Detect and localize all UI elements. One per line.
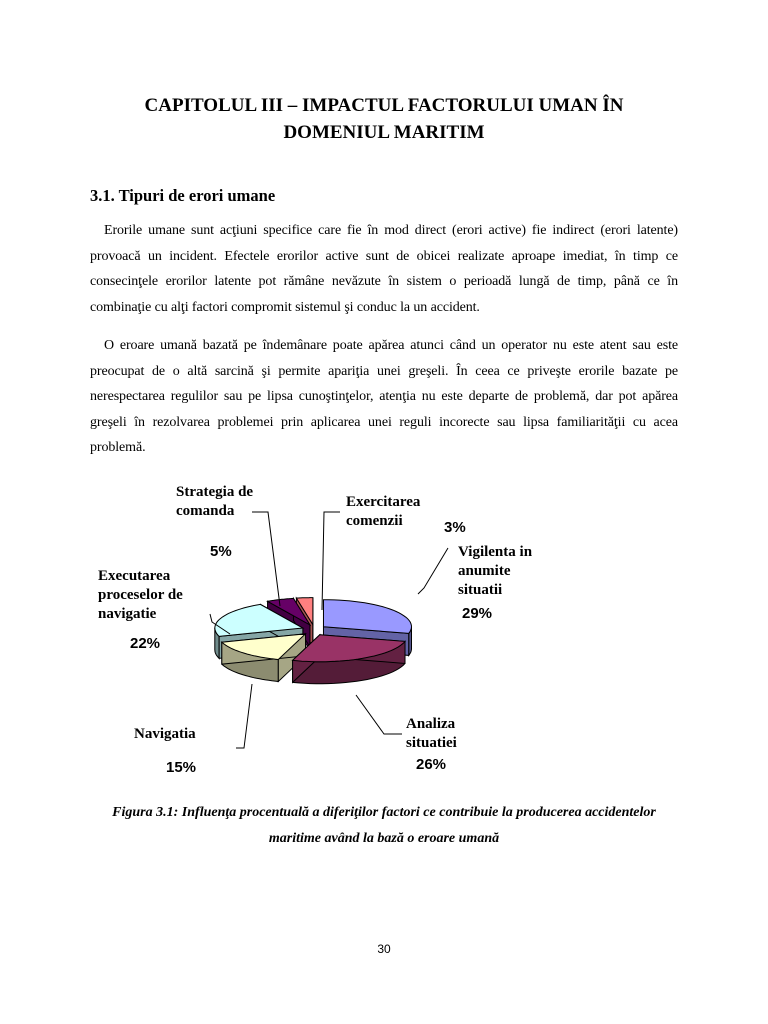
slice-percent-label: 22% [130, 635, 161, 652]
slice-percent-label: 15% [166, 759, 197, 776]
leader-line [356, 695, 402, 734]
slice-percent-label: 5% [210, 543, 232, 560]
paragraph-eroare-indemanare: O eroare umană bazată pe îndemânare poate apărea atunci când un operator nu este atent sau este preocupat de o altă sarcină şi permite apariţia unei greşeli. În ceea ce priveşte erorile bazate pe nerespectarea regulilor sau pe lipsa cunoştinţelor, atenţia nu este departe de problemă, dar pot apărea greşeli în rezolvarea problemei prin aplicarea unei reguli incorecte sau lipsa familiarităţii cu acea problemă. [90, 338, 678, 455]
slice-percent-label: 3% [444, 519, 466, 536]
figure-caption-line1: Figura 3.1: Influenţa procentuală a diferiţilor factori ce contribuie la producerea accidentelor [112, 805, 656, 820]
paragraph-erori-umane: Erorile umane sunt acţiuni specifice care fie în mod direct (erori active) fie indirect (erori latente) provoacă un incident. Efectele erorilor active sunt de obicei realizate aproape imediat, în timp ce consecinţele erorilor latente pot rămâne nevăzute în sistem o perioadă lungă de timp, până ce în combinaţie cu alţi factori compromit sistemul şi conduc la un accident. [90, 223, 678, 315]
slice-label: Vigilenta in anumite situatii [458, 544, 533, 598]
leader-line [252, 512, 280, 606]
leader-line [322, 512, 340, 610]
figure-caption-line2: maritime având la bază o eroare umană [268, 831, 500, 846]
figure-caption [90, 800, 678, 852]
chapter-title-line1: CAPITOLUL III – IMPACTUL FACTORULUI UMAN ÎN [144, 95, 624, 116]
slice-label: Analiza situatiei [406, 716, 457, 751]
page-number: 30 [377, 942, 391, 956]
leader-line [418, 548, 448, 594]
section-heading: 3.1. Tipuri de erori umane [90, 186, 276, 205]
slice-label: Navigatia [134, 726, 196, 742]
slice-label: Executarea proceselor de navigatie [98, 568, 183, 622]
chapter-title [90, 92, 678, 146]
slice-percent-label: 29% [462, 605, 493, 622]
chapter-title-line2: DOMENIUL MARITIM [283, 122, 485, 143]
leader-line [236, 684, 252, 748]
slice-percent-label: 26% [416, 756, 447, 773]
slice-label: Exercitarea comenzii [346, 494, 421, 529]
slice-label: Strategia de comanda [176, 484, 254, 519]
pie-chart [80, 472, 620, 787]
